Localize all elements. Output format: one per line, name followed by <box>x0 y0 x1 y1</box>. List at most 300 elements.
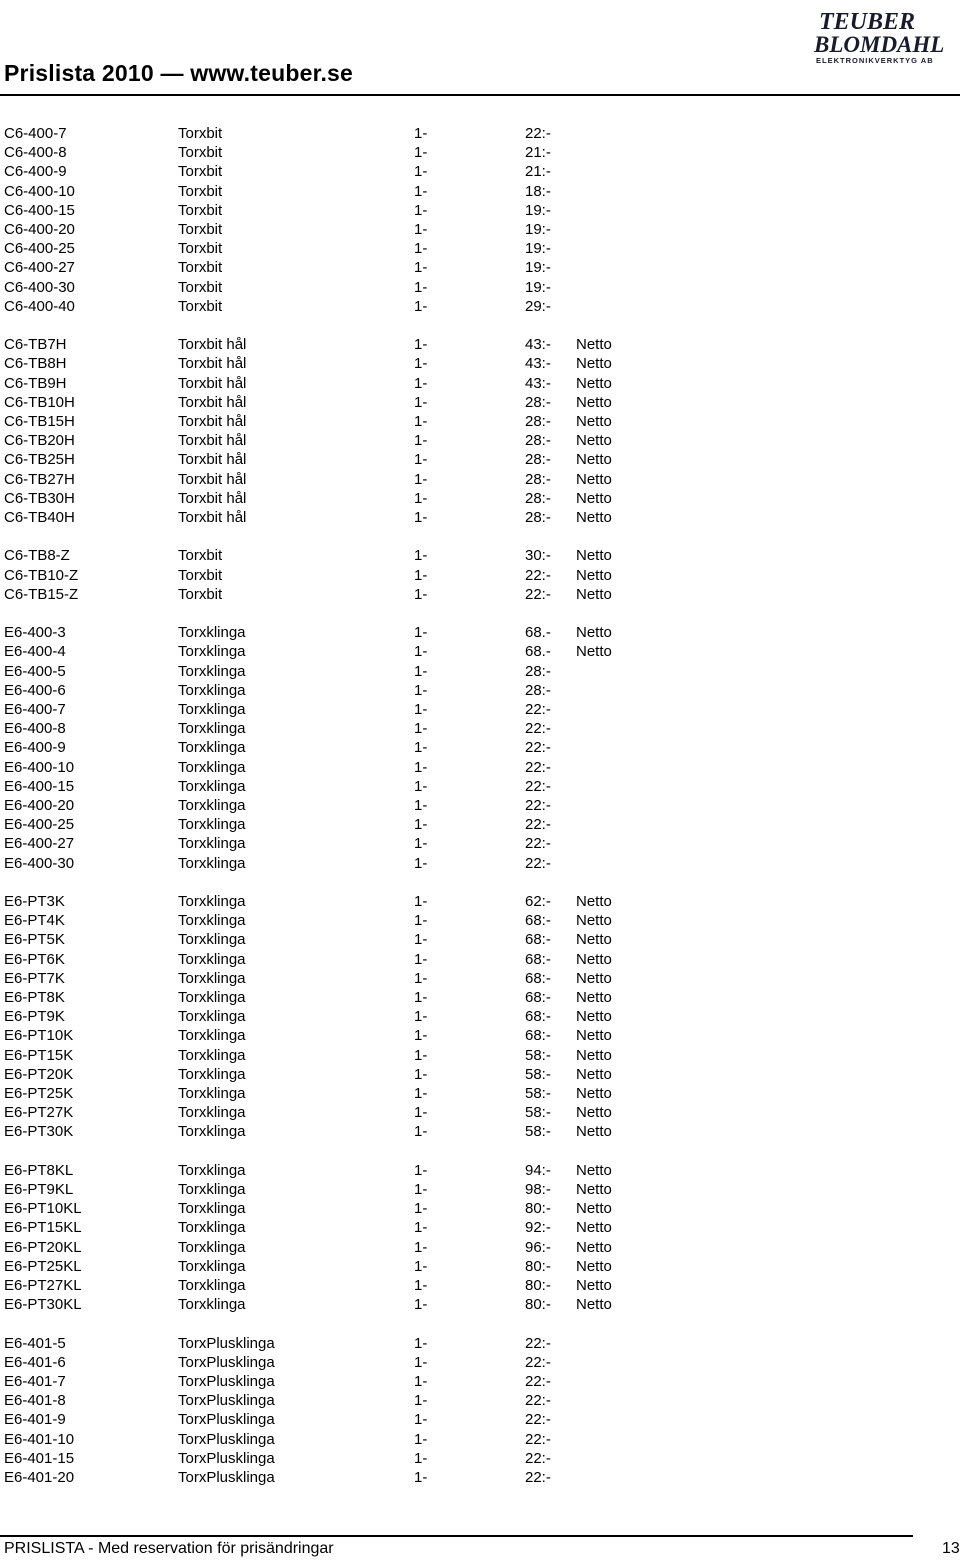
price-row <box>0 854 640 873</box>
product-quantity: 1- <box>414 163 428 181</box>
price-row <box>0 930 640 949</box>
product-price: 22:- <box>525 835 551 853</box>
price-row <box>0 470 640 489</box>
price-note: Netto <box>576 1123 612 1141</box>
product-description: Torxbit <box>178 547 223 565</box>
product-quantity: 1- <box>414 585 428 603</box>
product-price: 62:- <box>525 893 551 910</box>
price-note: Netto <box>576 989 612 1006</box>
product-quantity: 1- <box>414 1065 428 1083</box>
product-quantity: 1- <box>414 1411 428 1429</box>
price-note: Netto <box>576 912 612 930</box>
product-code: E6-400-3 <box>4 624 66 642</box>
price-row <box>0 1065 640 1084</box>
product-quantity: 1- <box>414 797 428 814</box>
product-price: 68:- <box>525 1008 551 1026</box>
product-price: 22:- <box>525 1392 551 1410</box>
product-code: E6-PT5K <box>4 931 65 949</box>
price-row <box>0 1468 640 1487</box>
price-note: Netto <box>576 893 612 910</box>
product-code: E6-400-6 <box>4 681 66 699</box>
product-code: E6-PT3K <box>4 893 65 910</box>
product-quantity: 1- <box>414 221 428 238</box>
price-note: Netto <box>576 950 612 968</box>
product-code: C6-400-20 <box>4 221 75 238</box>
price-row <box>0 585 640 604</box>
price-note: Netto <box>576 1085 612 1102</box>
product-description: Torxbit <box>178 201 223 219</box>
product-description: TorxPlusklinga <box>178 1430 275 1448</box>
price-row <box>0 1372 640 1391</box>
price-row <box>0 258 640 277</box>
product-price: 28:- <box>525 432 551 450</box>
product-quantity: 1- <box>414 470 428 488</box>
price-row <box>0 758 640 777</box>
product-quantity: 1- <box>414 489 428 507</box>
product-price: 29:- <box>525 297 551 315</box>
product-quantity: 1- <box>414 1008 428 1026</box>
product-description: Torxbit hål <box>178 470 247 488</box>
price-row <box>0 546 640 565</box>
product-description: Torxbit hål <box>178 509 247 526</box>
product-code: E6-401-8 <box>4 1392 66 1410</box>
product-description: Torxklinga <box>178 969 246 987</box>
product-description: Torxklinga <box>178 662 246 680</box>
price-row <box>0 354 640 373</box>
price-row <box>0 1084 640 1103</box>
product-description: TorxPlusklinga <box>178 1449 275 1467</box>
price-note: Netto <box>576 1200 612 1218</box>
product-description: Torxklinga <box>178 797 246 814</box>
product-description: Torxklinga <box>178 624 246 642</box>
product-quantity: 1- <box>414 1392 428 1410</box>
product-code: E6-PT8KL <box>4 1161 74 1179</box>
product-quantity: 1- <box>414 720 428 738</box>
price-row <box>0 1218 640 1237</box>
product-price: 22:- <box>525 125 551 142</box>
product-quantity: 1- <box>414 1257 428 1275</box>
product-quantity: 1- <box>414 355 428 373</box>
product-description: Torxklinga <box>178 931 246 949</box>
price-row <box>0 969 640 988</box>
price-note: Netto <box>576 413 612 430</box>
product-code: E6-400-8 <box>4 720 66 738</box>
product-description: Torxbit <box>178 221 223 238</box>
price-row <box>0 1046 640 1065</box>
product-description: Torxbit hål <box>178 393 247 411</box>
product-price: 68:- <box>525 969 551 987</box>
product-code: C6-400-7 <box>4 125 67 142</box>
price-row <box>0 1026 640 1045</box>
product-description: TorxPlusklinga <box>178 1334 275 1352</box>
product-description: Torxbit hål <box>178 336 247 354</box>
product-quantity: 1- <box>414 336 428 354</box>
product-description: Torxbit hål <box>178 355 247 373</box>
product-description: Torxbit <box>178 297 223 315</box>
price-row <box>0 1103 640 1122</box>
product-code: C6-TB27H <box>4 470 75 488</box>
product-price: 22:- <box>525 720 551 738</box>
product-description: TorxPlusklinga <box>178 1373 275 1390</box>
price-note: Netto <box>576 489 612 507</box>
product-description: TorxPlusklinga <box>178 1411 275 1429</box>
price-row <box>0 1410 640 1429</box>
product-description: Torxbit hål <box>178 374 247 392</box>
product-price: 68:- <box>525 912 551 930</box>
product-price: 43:- <box>525 374 551 392</box>
product-price: 68:- <box>525 1027 551 1045</box>
product-description: Torxklinga <box>178 1104 246 1122</box>
price-note: Netto <box>576 547 612 565</box>
product-quantity: 1- <box>414 1469 428 1486</box>
price-row <box>0 1334 640 1353</box>
product-code: E6-PT7K <box>4 969 65 987</box>
product-description: Torxbit hål <box>178 413 247 430</box>
product-code: E6-401-7 <box>4 1373 66 1390</box>
price-note: Netto <box>576 624 612 642</box>
product-quantity: 1- <box>414 681 428 699</box>
product-price: 18:- <box>525 182 551 200</box>
price-note: Netto <box>576 470 612 488</box>
price-note: Netto <box>576 1277 612 1294</box>
product-quantity: 1- <box>414 969 428 987</box>
price-row <box>0 374 640 393</box>
product-code: E6-401-15 <box>4 1449 75 1467</box>
price-row <box>0 1430 640 1449</box>
product-code: E6-401-5 <box>4 1334 66 1352</box>
price-row <box>0 681 640 700</box>
price-row <box>0 278 640 297</box>
product-quantity: 1- <box>414 624 428 642</box>
product-quantity: 1- <box>414 989 428 1006</box>
product-price: 28:- <box>525 662 551 680</box>
price-row <box>0 815 640 834</box>
price-row <box>0 777 640 796</box>
product-price: 22:- <box>525 758 551 776</box>
product-code: E6-PT27K <box>4 1104 74 1122</box>
price-note: Netto <box>576 374 612 392</box>
product-code: E6-401-10 <box>4 1430 75 1448</box>
price-note: Netto <box>576 1104 612 1122</box>
product-code: C6-TB9H <box>4 374 67 392</box>
product-description: Torxklinga <box>178 777 246 795</box>
product-code: C6-400-15 <box>4 201 75 219</box>
price-row <box>0 450 640 469</box>
product-quantity: 1- <box>414 1027 428 1045</box>
price-row <box>0 566 640 585</box>
product-price: 22:- <box>525 739 551 757</box>
product-price: 58:- <box>525 1123 551 1141</box>
product-price: 22:- <box>525 1449 551 1467</box>
product-price: 19:- <box>525 259 551 277</box>
product-description: TorxPlusklinga <box>178 1392 275 1410</box>
product-description: Torxklinga <box>178 1257 246 1275</box>
product-price: 43:- <box>525 355 551 373</box>
product-code: C6-TB10H <box>4 393 75 411</box>
product-description: Torxbit <box>178 125 223 142</box>
price-row <box>0 719 640 738</box>
product-quantity: 1- <box>414 509 428 526</box>
product-description: Torxklinga <box>178 1027 246 1045</box>
product-code: C6-TB8-Z <box>4 547 70 565</box>
product-price: 22:- <box>525 854 551 872</box>
product-price: 28:- <box>525 470 551 488</box>
product-description: Torxklinga <box>178 1200 246 1218</box>
product-quantity: 1- <box>414 1161 428 1179</box>
product-description: Torxklinga <box>178 1219 246 1237</box>
price-row <box>0 988 640 1007</box>
product-price: 80:- <box>525 1200 551 1218</box>
product-quantity: 1- <box>414 1334 428 1352</box>
product-price: 58:- <box>525 1046 551 1064</box>
product-description: Torxklinga <box>178 912 246 930</box>
product-code: E6-400-5 <box>4 662 66 680</box>
product-description: Torxklinga <box>178 893 246 910</box>
product-description: Torxklinga <box>178 816 246 834</box>
price-note: Netto <box>576 1027 612 1045</box>
product-quantity: 1- <box>414 758 428 776</box>
footer-disclaimer: PRISLISTA - Med reservation för prisändringar <box>4 1540 334 1557</box>
product-quantity: 1- <box>414 240 428 258</box>
product-quantity: 1- <box>414 451 428 469</box>
product-description: Torxklinga <box>178 1238 246 1256</box>
product-code: C6-TB25H <box>4 451 75 469</box>
price-row <box>0 892 640 911</box>
product-price: 22:- <box>525 797 551 814</box>
product-price: 58:- <box>525 1085 551 1102</box>
price-row <box>0 162 640 181</box>
price-row <box>0 662 640 681</box>
product-quantity: 1- <box>414 278 428 296</box>
product-code: C6-TB30H <box>4 489 75 507</box>
product-price: 22:- <box>525 566 551 584</box>
product-code: E6-401-9 <box>4 1411 66 1429</box>
product-price: 68.- <box>525 643 551 661</box>
price-note: Netto <box>576 432 612 450</box>
price-row <box>0 182 640 201</box>
price-row <box>0 124 640 143</box>
product-quantity: 1- <box>414 643 428 661</box>
price-note: Netto <box>576 1257 612 1275</box>
product-description: TorxPlusklinga <box>178 1469 275 1486</box>
price-row <box>0 1276 640 1295</box>
price-row <box>0 412 640 431</box>
product-code: E6-PT15K <box>4 1046 74 1064</box>
product-quantity: 1- <box>414 125 428 142</box>
product-quantity: 1- <box>414 432 428 450</box>
product-code: C6-400-8 <box>4 144 67 162</box>
product-price: 28:- <box>525 393 551 411</box>
product-description: Torxklinga <box>178 989 246 1006</box>
price-row <box>0 950 640 969</box>
product-quantity: 1- <box>414 259 428 277</box>
price-row <box>0 201 640 220</box>
product-quantity: 1- <box>414 1104 428 1122</box>
product-price: 22:- <box>525 585 551 603</box>
product-description: Torxklinga <box>178 681 246 699</box>
product-quantity: 1- <box>414 413 428 430</box>
product-quantity: 1- <box>414 1277 428 1294</box>
product-code: E6-400-10 <box>4 758 75 776</box>
price-row <box>0 796 640 815</box>
price-row <box>0 1007 640 1026</box>
product-quantity: 1- <box>414 739 428 757</box>
product-quantity: 1- <box>414 201 428 219</box>
product-code: C6-400-9 <box>4 163 67 181</box>
product-quantity: 1- <box>414 1238 428 1256</box>
product-price: 68.- <box>525 624 551 642</box>
product-price: 68:- <box>525 950 551 968</box>
product-code: E6-400-20 <box>4 797 75 814</box>
product-price: 19:- <box>525 278 551 296</box>
price-row <box>0 623 640 642</box>
product-description: Torxklinga <box>178 643 246 661</box>
product-quantity: 1- <box>414 950 428 968</box>
product-description: Torxbit <box>178 259 223 277</box>
product-price: 21:- <box>525 144 551 162</box>
product-code: C6-400-40 <box>4 297 75 315</box>
product-code: E6-PT30K <box>4 1123 74 1141</box>
product-price: 58:- <box>525 1104 551 1122</box>
product-price: 22:- <box>525 816 551 834</box>
product-quantity: 1- <box>414 1046 428 1064</box>
product-quantity: 1- <box>414 1219 428 1237</box>
product-description: Torxklinga <box>178 1296 246 1314</box>
product-code: E6-400-4 <box>4 643 66 661</box>
product-description: Torxbit hål <box>178 489 247 507</box>
product-description: Torxbit <box>178 585 223 603</box>
product-quantity: 1- <box>414 854 428 872</box>
product-description: TorxPlusklinga <box>178 1353 275 1371</box>
product-description: Torxklinga <box>178 1161 246 1179</box>
teuber-blomdahl-logo-icon <box>812 4 958 66</box>
product-quantity: 1- <box>414 662 428 680</box>
product-quantity: 1- <box>414 1085 428 1102</box>
product-quantity: 1- <box>414 182 428 200</box>
product-price: 22:- <box>525 1353 551 1371</box>
product-description: Torxklinga <box>178 701 246 718</box>
product-code: E6-PT4K <box>4 912 65 930</box>
product-price: 28:- <box>525 509 551 526</box>
product-description: Torxklinga <box>178 720 246 738</box>
price-row <box>0 738 640 757</box>
product-quantity: 1- <box>414 816 428 834</box>
product-quantity: 1- <box>414 547 428 565</box>
product-price: 22:- <box>525 701 551 718</box>
product-description: Torxklinga <box>178 1123 246 1141</box>
price-note: Netto <box>576 1181 612 1198</box>
price-note: Netto <box>576 1046 612 1064</box>
product-code: E6-400-25 <box>4 816 75 834</box>
product-quantity: 1- <box>414 1200 428 1218</box>
price-row <box>0 220 640 239</box>
product-description: Torxklinga <box>178 835 246 853</box>
product-price: 19:- <box>525 221 551 238</box>
product-quantity: 1- <box>414 1123 428 1141</box>
price-row <box>0 834 640 853</box>
product-code: E6-PT10KL <box>4 1200 82 1218</box>
product-price: 92:- <box>525 1219 551 1237</box>
price-note: Netto <box>576 355 612 373</box>
product-description: Torxbit <box>178 144 223 162</box>
product-description: Torxbit hål <box>178 432 247 450</box>
price-note: Netto <box>576 1238 612 1256</box>
price-note: Netto <box>576 566 612 584</box>
product-price: 19:- <box>525 240 551 258</box>
product-price: 22:- <box>525 777 551 795</box>
price-row <box>0 700 640 719</box>
price-row <box>0 297 640 316</box>
price-row <box>0 1449 640 1468</box>
product-code: E6-400-27 <box>4 835 75 853</box>
product-code: C6-400-30 <box>4 278 75 296</box>
price-note: Netto <box>576 336 612 354</box>
product-price: 80:- <box>525 1277 551 1294</box>
product-price: 98:- <box>525 1181 551 1198</box>
product-price: 80:- <box>525 1296 551 1314</box>
company-logo <box>812 4 958 66</box>
price-row <box>0 393 640 412</box>
product-code: C6-TB15H <box>4 413 75 430</box>
price-row <box>0 1257 640 1276</box>
product-description: Torxklinga <box>178 1277 246 1294</box>
price-row <box>0 1180 640 1199</box>
product-quantity: 1- <box>414 835 428 853</box>
product-description: Torxklinga <box>178 950 246 968</box>
product-description: Torxklinga <box>178 1085 246 1102</box>
product-code: C6-TB15-Z <box>4 585 79 603</box>
price-row <box>0 431 640 450</box>
price-note: Netto <box>576 393 612 411</box>
price-note: Netto <box>576 1161 612 1179</box>
product-code: E6-400-30 <box>4 854 75 872</box>
product-description: Torxklinga <box>178 1046 246 1064</box>
product-quantity: 1- <box>414 893 428 910</box>
product-code: E6-PT20KL <box>4 1238 82 1256</box>
product-description: Torxklinga <box>178 1065 246 1083</box>
price-row <box>0 1199 640 1218</box>
page-number: 13 <box>942 1540 960 1557</box>
page-title: Prislista 2010 — www.teuber.se <box>4 60 354 86</box>
product-price: 28:- <box>525 413 551 430</box>
product-code: C6-400-10 <box>4 182 75 200</box>
product-description: Torxbit <box>178 182 223 200</box>
product-description: Torxklinga <box>178 1008 246 1026</box>
product-quantity: 1- <box>414 701 428 718</box>
price-row <box>0 335 640 354</box>
product-price: 80:- <box>525 1257 551 1275</box>
price-note: Netto <box>576 451 612 469</box>
product-quantity: 1- <box>414 374 428 392</box>
price-note: Netto <box>576 585 612 603</box>
product-description: Torxklinga <box>178 739 246 757</box>
product-description: Torxklinga <box>178 758 246 776</box>
product-code: E6-PT9K <box>4 1008 65 1026</box>
product-code: E6-PT15KL <box>4 1219 82 1237</box>
price-row <box>0 1122 640 1141</box>
product-quantity: 1- <box>414 1296 428 1314</box>
product-price: 22:- <box>525 1430 551 1448</box>
price-row <box>0 508 640 527</box>
header-divider <box>0 94 960 96</box>
price-note: Netto <box>576 1296 612 1314</box>
product-code: E6-PT27KL <box>4 1277 82 1294</box>
price-row <box>0 239 640 258</box>
product-quantity: 1- <box>414 931 428 949</box>
product-quantity: 1- <box>414 777 428 795</box>
price-note: Netto <box>576 1219 612 1237</box>
price-row <box>0 1353 640 1372</box>
